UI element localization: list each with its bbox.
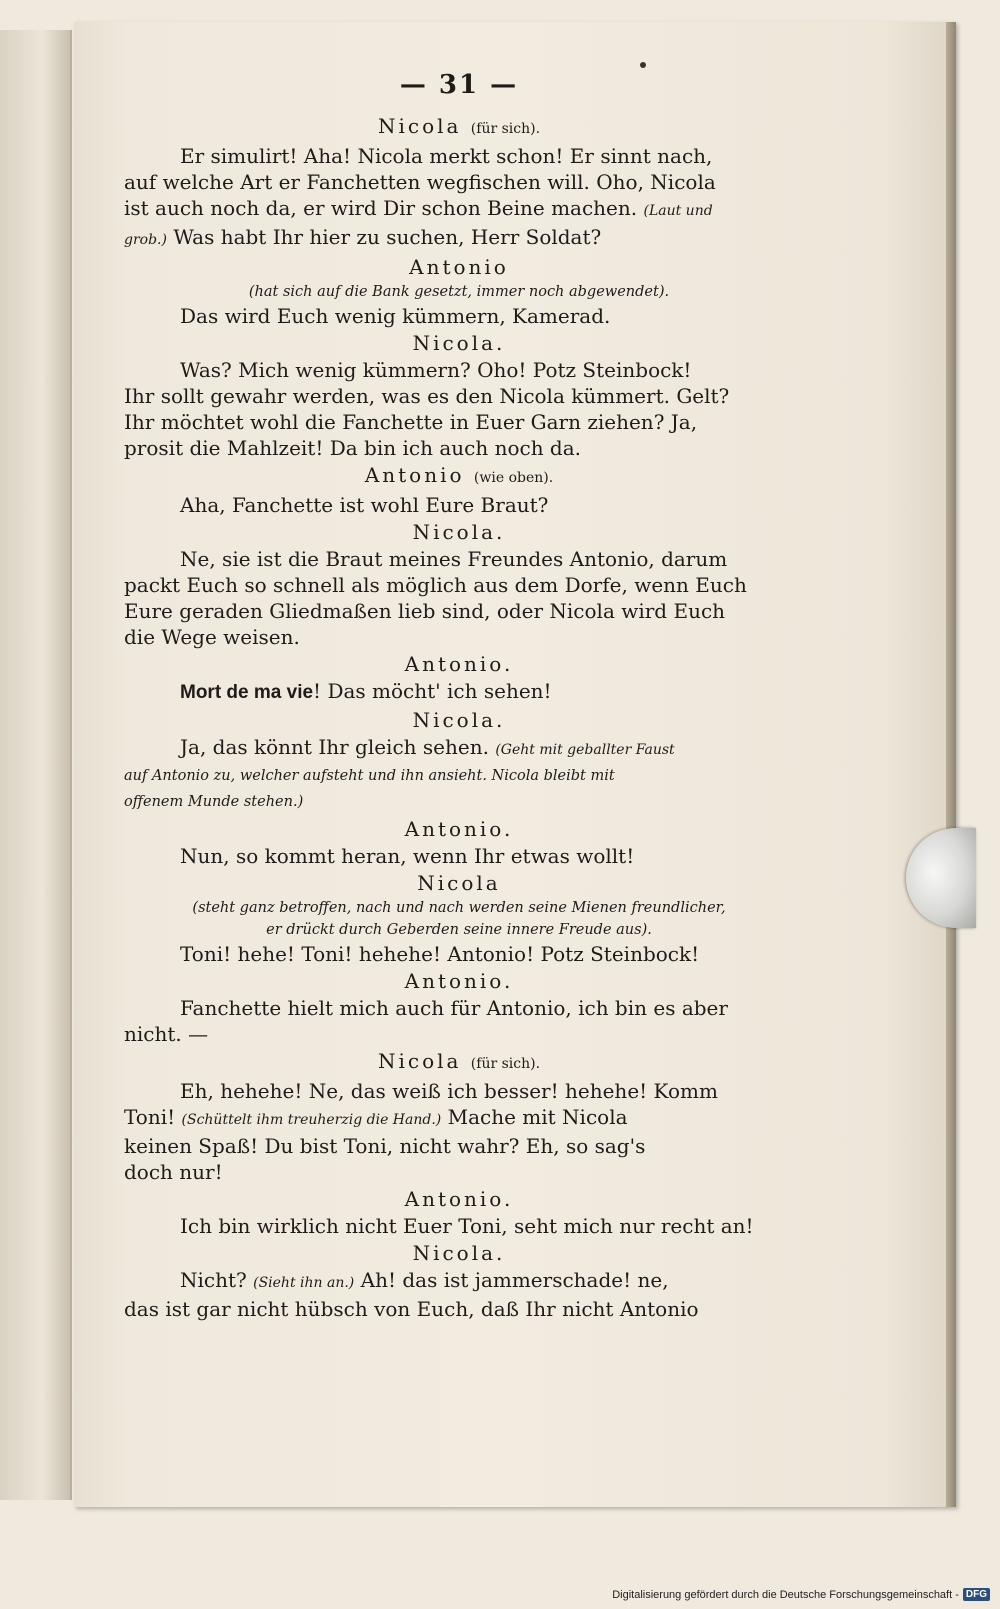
speaker-name [124,650,794,678]
line-text: das ist gar nicht hübsch von Euch, daß Ihr nicht Antonio [124,1297,699,1321]
latin-phrase: Mort de ma vie [180,682,314,703]
text-line [124,1078,794,1104]
stage-direction-line: offenem Munde stehen.) [124,794,304,810]
page-spine-edge [946,22,956,1507]
stage-direction: (Geht mit geballter Faust [495,742,675,758]
speaker-label: Nicola. [412,1241,506,1265]
speaker-name [124,112,794,143]
text-line [124,1296,794,1322]
footer-credit [612,1588,990,1601]
text-line [124,303,794,329]
footer-text: Digitalisierung gefördert durch die Deutsche Forschungsgemeinschaft - [612,1588,959,1601]
speaker-name [124,815,794,843]
speaker-label: Antonio. [404,652,514,676]
speaker-label: Antonio [409,255,509,279]
speaker-label: Nicola [417,871,501,895]
speaker-label: Nicola. [412,520,506,544]
line-text: Toni! hehe! Toni! hehehe! Antonio! Potz Steinbock! [180,942,700,966]
text-line [124,195,794,224]
text-line [124,1213,794,1239]
line-text: keinen Spaß! Du bist Toni, nicht wahr? Eh, so sag's [124,1134,646,1158]
line-text: Was habt Ihr hier zu suchen, Herr Soldat? [173,225,602,249]
stage-direction: (wie oben). [473,470,554,486]
text-line [124,678,794,706]
ink-spot [640,62,646,68]
text-line [124,598,794,624]
stage-direction: (für sich). [470,1056,541,1072]
text-line [124,995,794,1021]
line-text: Ja, das könnt Ihr gleich sehen. [180,735,489,759]
speaker-label: Nicola [377,1049,462,1073]
line-text: ! Das möcht' ich sehen! [313,679,552,703]
stage-direction: (steht ganz betroffen, nach und nach werden seine Mienen freundlicher, [192,900,726,916]
dfg-logo: DFG [963,1588,990,1601]
text-line [124,143,794,169]
line-text: auf welche Art er Fanchetten wegfischen will. Oho, Nicola [124,170,716,194]
text-block [124,70,794,1322]
speaker-label: Nicola [377,114,462,138]
stage-direction: grob.) [124,232,167,248]
speaker-name [124,329,794,357]
text-line [124,1104,794,1133]
line-text: Fanchette hielt mich auch für Antonio, ich bin es aber [180,996,728,1020]
line-text: Toni! [124,1105,176,1129]
speaker-label: Antonio. [404,969,514,993]
line-text: Er simulirt! Aha! Nicola merkt schon! Er sinnt nach, [180,144,713,168]
line-text: Ah! das ist jammerschade! ne, [360,1268,669,1292]
speaker-label: Nicola. [412,708,506,732]
line-text: Das wird Euch wenig kümmern, Kamerad. [180,304,611,328]
line-text: doch nur! [124,1160,223,1184]
text-line [124,941,794,967]
text-line [124,546,794,572]
line-text: Ne, sie ist die Braut meines Freundes Antonio, darum [180,547,728,571]
line-text: Eure geraden Gliedmaßen lieb sind, oder Nicola wird Euch [124,599,726,623]
text-line [124,435,794,461]
speaker-name [124,253,794,281]
text-line [124,169,794,195]
speaker-label: Antonio. [404,817,514,841]
speaker-name [124,1239,794,1267]
line-text: Ihr möchtet wohl die Fanchette in Euer Garn ziehen? Ja, [124,410,698,434]
text-line [124,1159,794,1185]
text-line [124,224,794,253]
text-line [124,843,794,869]
line-text: Aha, Fanchette ist wohl Eure Braut? [180,493,549,517]
speaker-label: Antonio. [404,1187,514,1211]
line-text: Nun, so kommt heran, wenn Ihr etwas wollt! [180,844,635,868]
line-text: Mache mit Nicola [447,1105,628,1129]
speaker-label: Nicola. [412,331,506,355]
line-text: Ich bin wirklich nicht Euer Toni, seht mich nur recht an! [180,1214,754,1238]
speaker-name [124,518,794,546]
line-text: packt Euch so schnell als möglich aus dem Dorfe, wenn Euch [124,573,747,597]
speaker-name [124,1185,794,1213]
text-line [124,1133,794,1159]
line-text: Eh, hehehe! Ne, das weiß ich besser! hehehe! Komm [180,1079,718,1103]
line-text: Was? Mich wenig kümmern? Oho! Potz Steinbock! [180,358,692,382]
text-line [124,1267,794,1296]
stage-direction-line: auf Antonio zu, welcher aufsteht und ihn ansieht. Nicola bleibt mit [124,768,615,784]
speaker-name [124,461,794,492]
text-line [124,1021,794,1047]
speaker-name [124,869,794,897]
line-text: prosit die Mahlzeit! Da bin ich auch noch da. [124,436,582,460]
text-line [124,734,794,763]
speaker-name [124,1047,794,1078]
stage-direction: (Sieht ihn an.) [253,1275,355,1291]
speaker-name [124,706,794,734]
stage-direction: (Laut und [643,203,713,219]
line-text: die Wege weisen. [124,625,300,649]
stage-direction: (Schüttelt ihm treuherzig die Hand.) [181,1112,442,1128]
line-text: Nicht? [180,1268,247,1292]
line-text: ist auch noch da, er wird Dir schon Beine machen. [124,196,638,220]
stage-direction: (hat sich auf die Bank gesetzt, immer noch abgewendet). [248,284,670,300]
play-text [124,112,794,1322]
text-line [124,572,794,598]
text-line [124,492,794,518]
text-line [124,383,794,409]
stage-direction: (für sich). [470,121,541,137]
speaker-name [124,967,794,995]
text-line [124,409,794,435]
text-line [124,357,794,383]
line-text: Ihr sollt gewahr werden, was es den Nicola kümmert. Gelt? [124,384,730,408]
stage-direction: er drückt durch Geberden seine innere Freude aus). [266,922,652,938]
page-number: — 31 — [399,70,519,100]
text-line [124,624,794,650]
line-text: nicht. — [124,1022,209,1046]
previous-page-edge [0,30,72,1500]
speaker-label: Antonio [364,463,465,487]
